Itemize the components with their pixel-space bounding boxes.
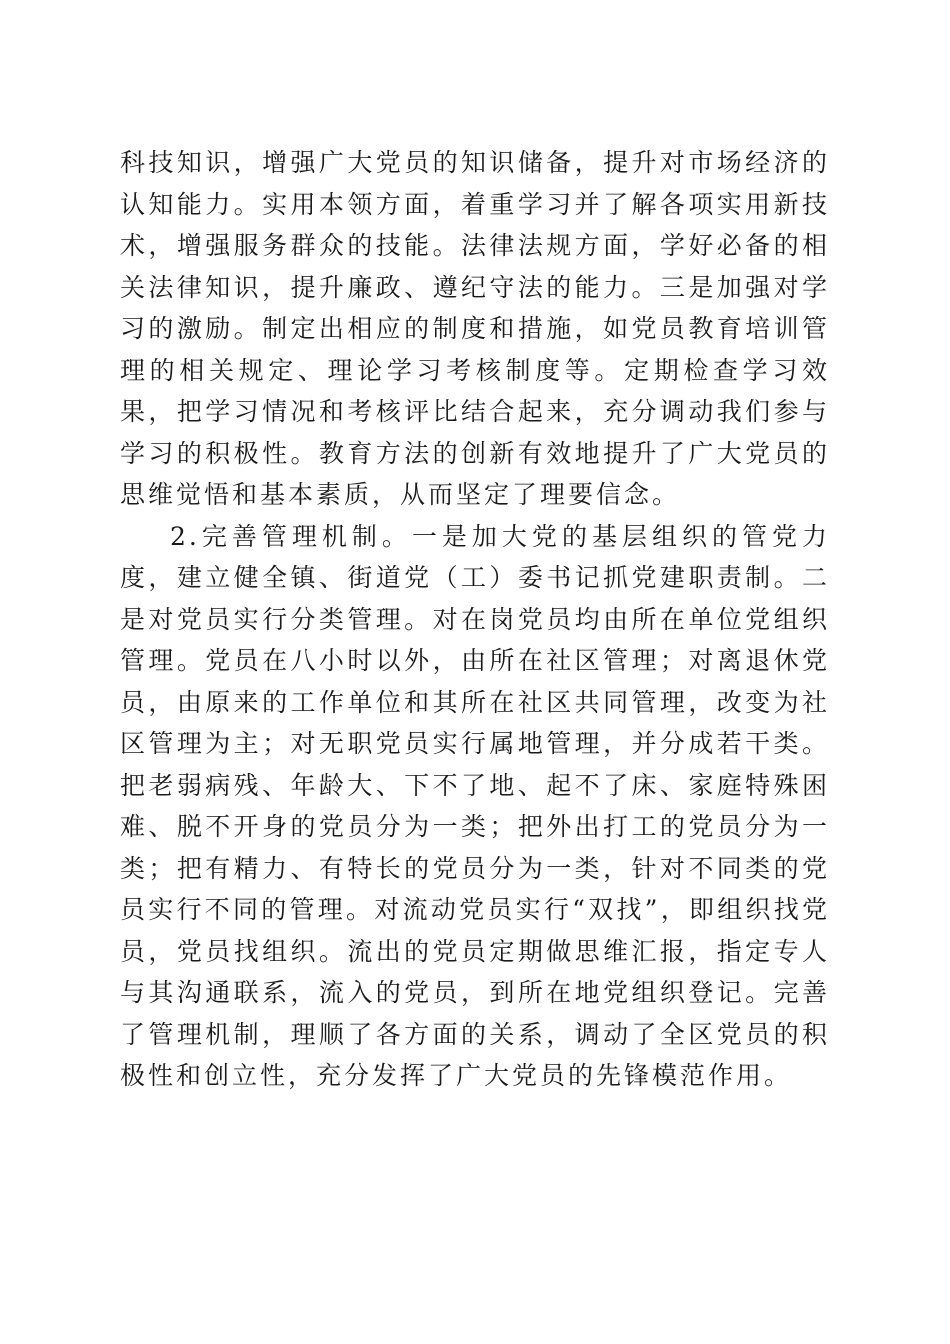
paragraph-management-mechanism: 2.完善管理机制。一是加大党的基层组织的管党力度，建立健全镇、街道党（工）委书记抓党建职责制。二是对党员实行分类管理。对在岗党员均由所在单位党组织管理。党员在八小时以外，由所在社区管理；对离退休党员，由原来的工作单位和其所在社区共同管理，改变为社区管理为主；对无职党员实行属地管理，并分成若干类。把老弱病残、年龄大、下不了地、起不了床、家庭特殊困难、脱不开身的党员分为一类；把外出打工的党员分为一类；把有精力、有特长的党员分为一类，针对不同类的党员实行不同的管理。对流动党员实行“双找”，即组织找党员，党员找组织。流出的党员定期做思维汇报，指定专人与其沟通联系，流入的党员，到所在地党组织登记。完善了管理机制，理顺了各方面的关系，调动了全区党员的积极性和创立性，充分发挥了广大党员的先锋模范作用。 (120, 521, 830, 1090)
document-body (120, 142, 830, 1097)
paragraph-continued: 科技知识，增强广大党员的知识储备，提升对市场经济的认知能力。实用本领方面，着重学习并了解各项实用新技术，增强服务群众的技能。法律法规方面，学好必备的相关法律知识，提升廉政、遵纪守法的能力。三是加强对学习的激励。制定出相应的制度和措施，如党员教育培训管理的相关规定、理论学习考核制度等。定期检查学习效果，把学习情况和考核评比结合起来，充分调动我们参与学习的积极性。教育方法的创新有效地提升了广大党员的思维觉悟和基本素质，从而坚定了理要信念。 (120, 148, 830, 509)
